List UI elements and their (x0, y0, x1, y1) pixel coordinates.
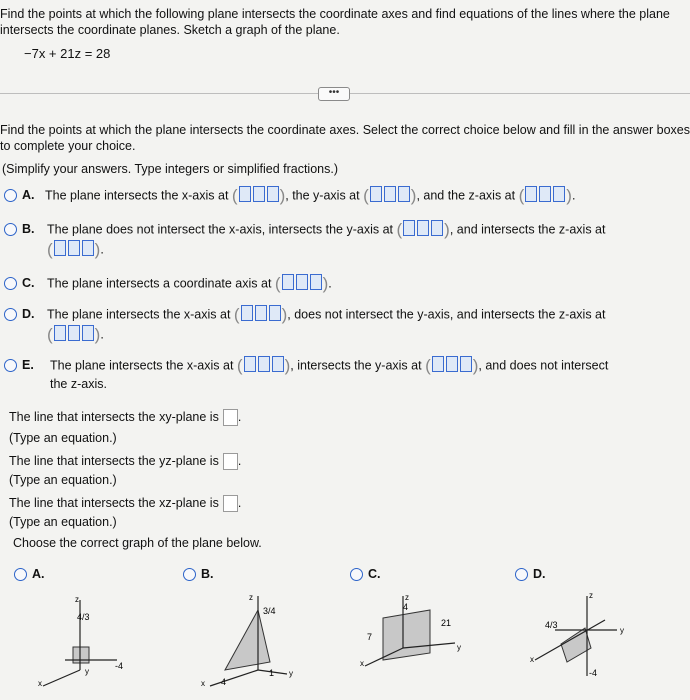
graph-c-y-label: y (457, 643, 461, 652)
graph-c-v1: 21 (441, 618, 452, 628)
graph-c-plot (355, 588, 475, 688)
choice-a-z-point[interactable]: ( ) (518, 186, 572, 205)
choice-b-z-point[interactable]: ( ) (47, 240, 101, 259)
answer-box[interactable] (244, 356, 256, 372)
graph-b-letter: B. (201, 567, 214, 581)
yz-line-input[interactable] (223, 453, 238, 470)
choice-a-x-point[interactable]: ( ) (231, 186, 286, 205)
graph-a-z-label: z (75, 595, 79, 604)
graph-c-plane (383, 610, 430, 660)
xy-line-hint: (Type an equation.) (9, 431, 117, 445)
choice-d-text-3: . (100, 327, 104, 342)
answer-box[interactable] (310, 274, 322, 290)
choice-d-x-point[interactable]: ( ) (233, 305, 288, 324)
simplify-note: (Simplify your answers. Type integers or simplified fractions.) (2, 162, 338, 176)
choice-a-radio[interactable] (4, 189, 17, 202)
answer-box[interactable] (370, 186, 382, 202)
graph-a-plot (25, 592, 135, 692)
choice-b-y-point[interactable]: ( ) (396, 220, 450, 239)
choice-b-text-1: The plane does not intersect the x-axis, intersects the y-axis at (47, 222, 394, 237)
yz-line-hint: (Type an equation.) (9, 473, 117, 487)
graph-b-plane (225, 610, 270, 670)
choice-d-radio[interactable] (4, 308, 17, 321)
graph-b-v3: 1 (269, 668, 275, 678)
choice-c-radio[interactable] (4, 277, 17, 290)
plane-equation: −7x + 21z = 28 (24, 46, 111, 61)
xz-line-hint: (Type an equation.) (9, 515, 117, 529)
choice-c-text-1: The plane intersects a coordinate axis at (47, 276, 272, 291)
answer-box[interactable] (267, 186, 279, 202)
graph-b-x-label: x (201, 679, 205, 688)
graph-c-radio[interactable] (350, 568, 363, 581)
graph-c-x-label: x (360, 659, 364, 668)
answer-box[interactable] (239, 186, 251, 202)
choice-e-text-4: the z-axis. (50, 377, 107, 391)
answer-box[interactable] (68, 240, 80, 256)
graph-c-v2: 7 (367, 632, 373, 642)
graph-a-radio[interactable] (14, 568, 27, 581)
xy-line-label: The line that intersects the xy-plane is (9, 409, 219, 424)
answer-box[interactable] (431, 220, 443, 236)
answer-box[interactable] (272, 356, 284, 372)
yz-line-question (9, 453, 241, 470)
choice-e-text-3: , and does not intersect (478, 358, 609, 373)
graph-a-v1: 4/3 (77, 612, 90, 622)
answer-box[interactable] (432, 356, 444, 372)
answer-box[interactable] (68, 325, 80, 341)
xz-line-period: . (237, 495, 242, 510)
xy-line-period: . (237, 409, 242, 424)
answer-box[interactable] (403, 220, 415, 236)
yz-line-period: . (237, 453, 242, 468)
choice-a-text-3: , and the z-axis at (416, 188, 516, 203)
choice-d-text-1: The plane intersects the x-axis at (47, 307, 231, 322)
choice-c-point[interactable]: ( ) (274, 274, 329, 293)
answer-box[interactable] (384, 186, 396, 202)
graph-b-z-label: z (249, 593, 253, 602)
graph-d-v2: -4 (589, 668, 598, 678)
graph-c-z-label: z (405, 593, 409, 602)
graph-a-y-label: y (85, 667, 89, 676)
answer-box[interactable] (296, 274, 308, 290)
problem-statement: Find the points at which the following plane intersects the coordinate axes and find equations of the lines where the plane intersects the coordinate planes. Sketch a graph of the plane. (0, 7, 670, 37)
answer-box[interactable] (525, 186, 537, 202)
graph-d-letter: D. (533, 567, 546, 581)
choice-e-x-point[interactable]: ( ) (236, 356, 291, 375)
choice-e-text-2: , intersects the y-axis at (290, 358, 422, 373)
graph-d-plot (525, 590, 650, 690)
xz-line-label: The line that intersects the xz-plane is (9, 495, 219, 510)
expand-button[interactable]: ••• (318, 87, 350, 101)
graph-d-v1: 4/3 (545, 620, 558, 630)
answer-box[interactable] (82, 240, 94, 256)
choice-b-text-3: . (100, 242, 104, 257)
graph-b-v2: 4 (221, 677, 227, 687)
choice-b-letter: B. (22, 222, 35, 236)
choice-e-radio[interactable] (4, 359, 17, 372)
graph-b-x-axis (210, 670, 258, 686)
graph-a-x-axis (43, 670, 80, 686)
choice-a-y-point[interactable]: ( ) (363, 186, 417, 205)
choice-e-text-1: The plane intersects the x-axis at (50, 358, 234, 373)
choice-d-z-point[interactable]: ( ) (47, 325, 101, 344)
answer-box[interactable] (539, 186, 551, 202)
choice-e-letter: E. (22, 358, 34, 372)
answer-box[interactable] (460, 356, 472, 372)
graph-a-letter: A. (32, 567, 45, 581)
choice-b-text-2: , and intersects the z-axis at (449, 222, 606, 237)
choice-b-radio[interactable] (4, 223, 17, 236)
part1-instruction: Find the points at which the plane intersects the coordinate axes. Select the correct choice below and fill in the answer boxes to complete your choice. (0, 123, 690, 153)
answer-box[interactable] (241, 305, 253, 321)
choice-a-letter: A. (22, 188, 35, 202)
answer-box[interactable] (54, 240, 66, 256)
graph-a-x-label: x (38, 679, 42, 688)
graph-b-v1: 3/4 (263, 606, 276, 616)
choice-a-text-4: . (571, 188, 576, 203)
answer-box[interactable] (398, 186, 410, 202)
yz-line-label: The line that intersects the yz-plane is (9, 453, 219, 468)
choice-d-letter: D. (22, 307, 35, 321)
xy-line-input[interactable] (223, 409, 238, 426)
choice-a-text-1: The plane intersects the x-axis at (45, 188, 229, 203)
graph-c-v3: 4 (403, 602, 409, 612)
graph-d-y-label: y (620, 626, 624, 635)
choice-d-text-2: , does not intersect the y-axis, and intersects the z-axis at (287, 307, 606, 322)
graph-b-radio[interactable] (183, 568, 196, 581)
answer-box[interactable] (553, 186, 565, 202)
choice-e-y-point[interactable]: ( ) (425, 356, 479, 375)
answer-box[interactable] (258, 356, 270, 372)
graph-c-letter: C. (368, 567, 381, 581)
answer-box[interactable] (82, 325, 94, 341)
answer-box[interactable] (417, 220, 429, 236)
graph-prompt: Choose the correct graph of the plane below. (13, 536, 262, 550)
choice-a-text-2: , the y-axis at (285, 188, 360, 203)
xz-line-input[interactable] (223, 495, 238, 512)
graph-b-y-label: y (289, 669, 293, 678)
graph-d-x-label: x (530, 655, 534, 664)
choice-c-text-2: . (328, 276, 332, 291)
graph-d-z-label: z (589, 591, 593, 600)
choice-c-letter: C. (22, 276, 35, 290)
answer-box[interactable] (269, 305, 281, 321)
answer-box[interactable] (255, 305, 267, 321)
answer-box[interactable] (54, 325, 66, 341)
graph-b-plot (195, 590, 305, 695)
answer-box[interactable] (253, 186, 265, 202)
graph-a-v2: -4 (115, 661, 124, 671)
answer-box[interactable] (446, 356, 458, 372)
answer-box[interactable] (282, 274, 294, 290)
xy-line-question (9, 409, 241, 426)
graph-d-radio[interactable] (515, 568, 528, 581)
xz-line-question (9, 495, 241, 512)
